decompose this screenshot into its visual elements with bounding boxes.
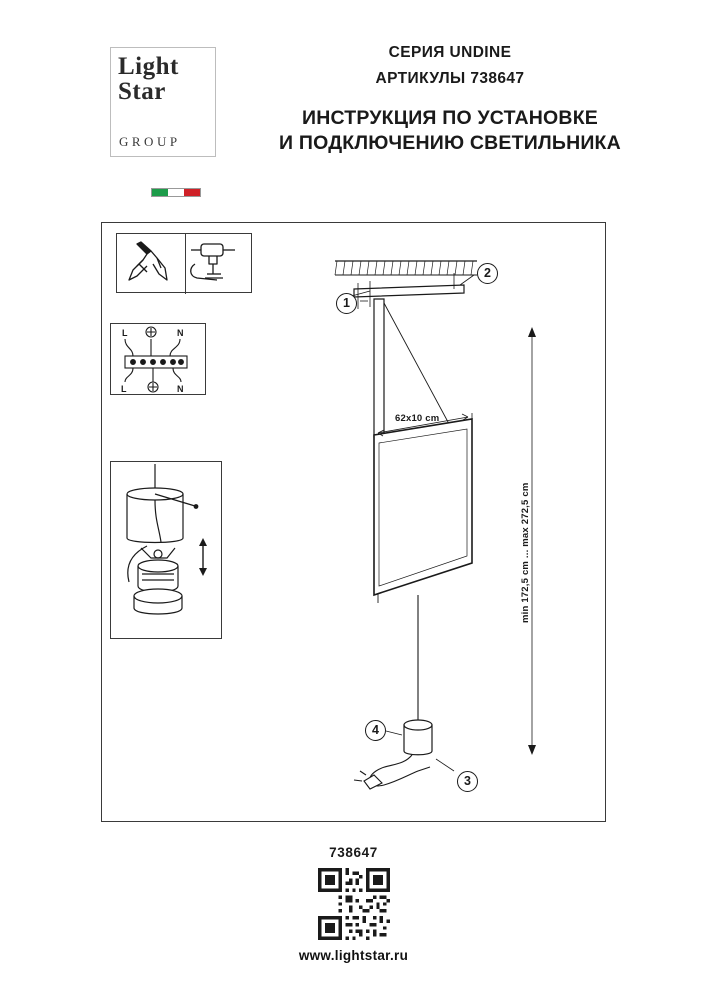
ceiling-mount-bracket [354,285,464,297]
website-label: www.lightstar.ru [298,948,409,963]
callout-3 [457,771,478,792]
title-block [230,40,670,156]
logo-line-1: Light [118,53,179,80]
article-label: АРТИКУЛЫ 738647 [375,70,525,87]
qr-code-icon [318,868,390,940]
callout-2-number: 2 [484,266,491,280]
logo-group-text: GROUP [119,134,181,149]
svg-text:N: N [177,384,184,394]
plug-and-cord [354,755,430,789]
callout-4-number: 4 [372,723,379,737]
callout-1 [336,293,357,314]
height-range-label: min 172,5 cm ... max 272,5 cm [520,482,531,623]
product-code-label: 738647 [329,845,378,860]
ceiling-hatching [335,261,477,275]
page-header [0,0,707,200]
svg-text:L: L [122,328,128,338]
instruction-line-1: ИНСТРУКЦИЯ ПО УСТАНОВКЕ [301,107,598,129]
svg-text:L: L [121,384,127,394]
callout-3-number: 3 [464,774,471,788]
luminaire-panel [374,419,472,595]
driver-cylinder [404,720,432,755]
series-label: СЕРИЯ UNDINE [388,44,512,61]
callout-1-number: 1 [343,296,350,310]
callout-2 [477,263,498,284]
logo-wordmark [118,54,214,104]
back-plate [374,299,384,437]
installation-diagram-frame [101,222,606,822]
panel-size-label: 62x10 cm [395,413,440,424]
logo-line-2: Star [118,78,166,105]
italy-flag-icon [151,188,201,197]
instruction-line-2: И ПОДКЛЮЧЕНИЮ СВЕТИЛЬНИКА [279,132,621,154]
callout-4 [365,720,386,741]
brand-logo [110,47,216,157]
svg-text:N: N [177,328,184,338]
